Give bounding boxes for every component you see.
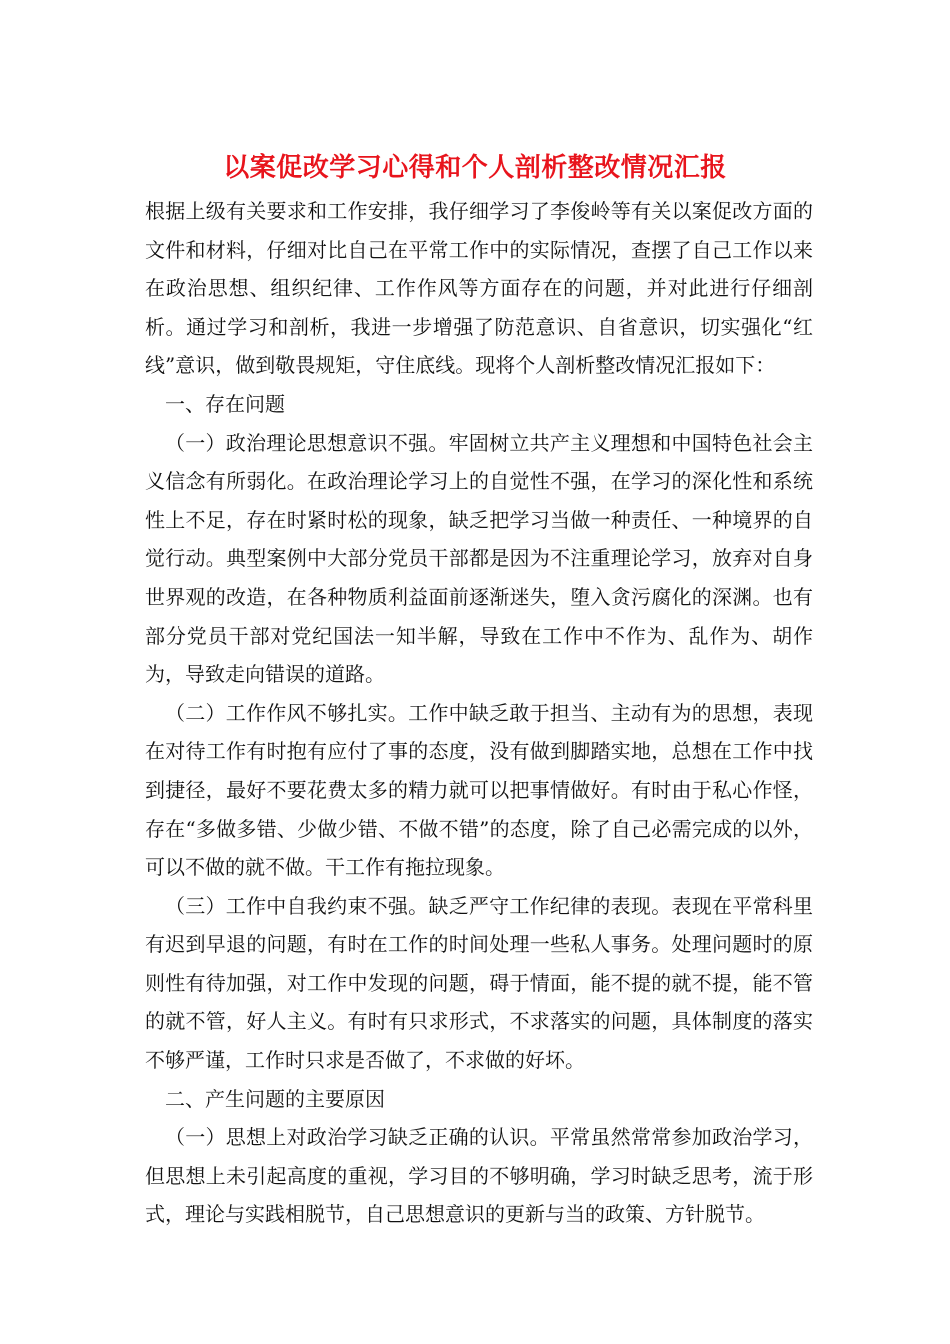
cause-item-1: （一）思想上对政治学习缺乏正确的认识。平常虽然常常参加政治学习，但思想上未引起高度的重视，学习目的不够明确，学习时缺乏思考，流于形式，理论与实践相脱节，自己思想意识的更新与当的政策、方针脱节。 [145, 1125, 813, 1227]
intro-paragraph: 根据上级有关要求和工作安排，我仔细学习了李俊岭等有关以案促改方面的文件和材料，仔细对比自己在平常工作中的实际情况，查摆了自己工作以来在政治思想、组织纪律、工作作风等方面存在的问题，并对此进行仔细剖析。通过学习和剖析，我进一步增强了防范意识、自省意识，切实强化“红线”意识，做到敬畏规矩，守住底线。现将个人剖析整改情况汇报如下： [145, 199, 813, 378]
problem-item-1: （一）政治理论思想意识不强。牢固树立共产主义理想和中国特色社会主义信念有所弱化。在政治理论学习上的自觉性不强，在学习的深化性和系统性上不足，存在时紧时松的现象，缺乏把学习当做一种责任、一种境界的自觉行动。典型案例中大部分党员干部都是因为不注重理论学习，放弃对自身世界观的改造，在各种物质利益面前逐渐迷失，堕入贪污腐化的深渊。也有部分党员干部对党纪国法一知半解，导致在工作中不作为、乱作为、胡作为，导致走向错误的道路。 [145, 430, 813, 687]
section-heading-causes: 二、产生问题的主要原因 [165, 1086, 385, 1111]
problem-item-3: （三）工作中自我约束不强。缺乏严守工作纪律的表现。表现在平常科里有迟到早退的问题，有时在工作的时间处理一些私人事务。处理问题时的原则性有待加强，对工作中发现的问题，碍于情面，能不提的就不提，能不管的就不管，好人主义。有时有只求形式，不求落实的问题，具体制度的落实不够严谨，工作时只求是否做了，不求做的好坏。 [145, 893, 813, 1073]
document-body [145, 192, 813, 1234]
section-heading-problems: 一、存在问题 [165, 391, 285, 416]
document-title: 以案促改学习心得和个人剖析整改情况汇报 [223, 153, 727, 183]
problem-item-2: （二）工作作风不够扎实。工作中缺乏敢于担当、主动有为的思想，表现在对待工作有时抱有应付了事的态度，没有做到脚踏实地，总想在工作中找到捷径，最好不要花费太多的精力就可以把事情做好。有时由于私心作怪，存在“多做多错、少做少错、不做不错”的态度，除了自己必需完成的以外，可以不做的就不做。干工作有拖拉现象。 [145, 700, 813, 880]
